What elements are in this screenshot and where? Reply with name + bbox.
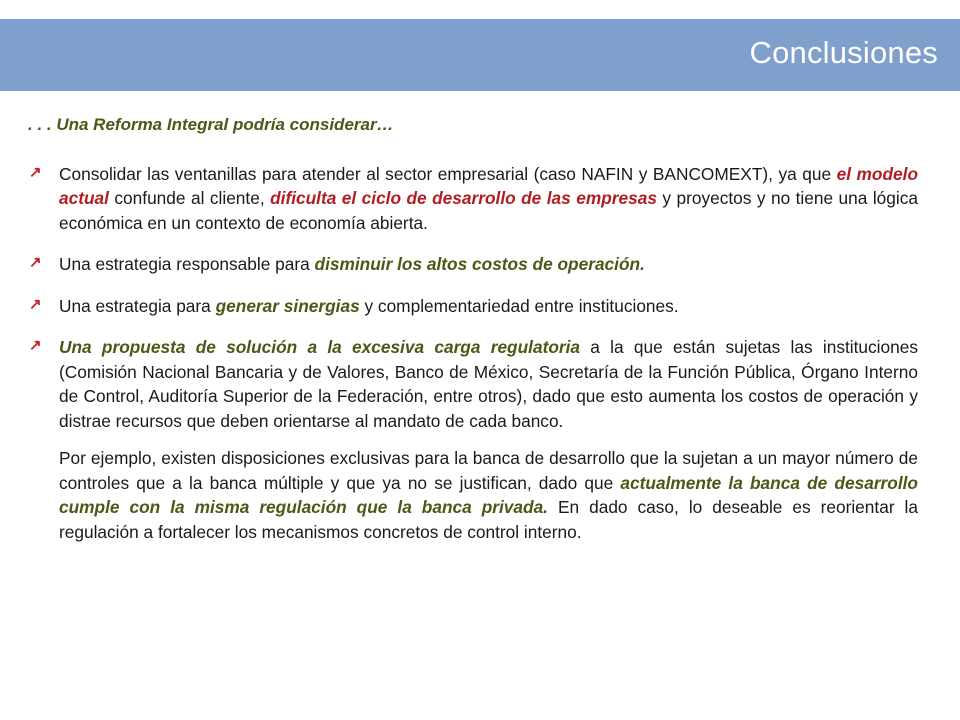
slide-title: Conclusiones <box>749 35 938 70</box>
paragraph-text: En dado caso, lo deseable es reorientar la regulación a fortalecer los mecanismos concretos de control interno. <box>59 497 918 542</box>
paragraph-highlight: actualmente la banca de desarrollo cumple con la misma regulación que la banca privada. <box>59 472 918 517</box>
bullet-highlight: Una propuesta de solución a la excesiva carga regulatoria <box>59 337 581 357</box>
bullet-text: Una estrategia responsable para <box>59 254 315 274</box>
bullet-highlight: disminuir los altos costos de operación. <box>314 254 645 274</box>
slide-body <box>28 113 918 544</box>
bullet-highlight: el modelo actual <box>59 163 918 208</box>
bullet-text: Consolidar las ventanillas para atender al sector empresarial (caso NAFIN y BANCOMEXT), ya que <box>59 163 837 184</box>
arrow-bullet-icon: ↗ <box>29 254 42 271</box>
example-paragraph <box>28 446 918 544</box>
bullet-item <box>28 294 918 319</box>
bullet-item <box>28 162 918 236</box>
bullet-text: a la que están sujetas las instituciones (Comisión Nacional Bancaria y de Valores, Banco de México, Secretaría de la Función Pública, Órgano Interno de Control, Auditoría Superior de la Federación, entre otros), dado que esto aumenta los costos de operación y distrae recursos que deben orientarse al mandato de cada banco. <box>59 337 918 431</box>
bullet-highlight: dificulta el ciclo de desarrollo de las empresas <box>270 188 657 208</box>
arrow-bullet-icon: ↗ <box>29 295 42 313</box>
bullet-text: y proyectos y no tiene una lógica económica en un contexto de economía abierta. <box>59 188 919 233</box>
bullet-text: y complementariedad entre instituciones. <box>359 295 679 316</box>
bullet-text: confunde al cliente, <box>108 188 271 208</box>
arrow-bullet-icon: ↗ <box>29 163 42 181</box>
arrow-bullet-icon: ↗ <box>29 337 42 354</box>
bullet-item <box>28 335 918 433</box>
bullet-text: Una estrategia para <box>59 295 216 316</box>
bullet-highlight: generar sinergias <box>215 295 360 316</box>
bullet-item <box>28 252 918 277</box>
intro-line: . . . Una Reforma Integral podría considerar… <box>28 115 394 134</box>
paragraph-text: Por ejemplo, existen disposiciones exclusivas para la banca de desarrollo que la sujetan a un mayor número de controles que a la banca múltiple y que ya no se justifican, dado que <box>59 448 918 493</box>
